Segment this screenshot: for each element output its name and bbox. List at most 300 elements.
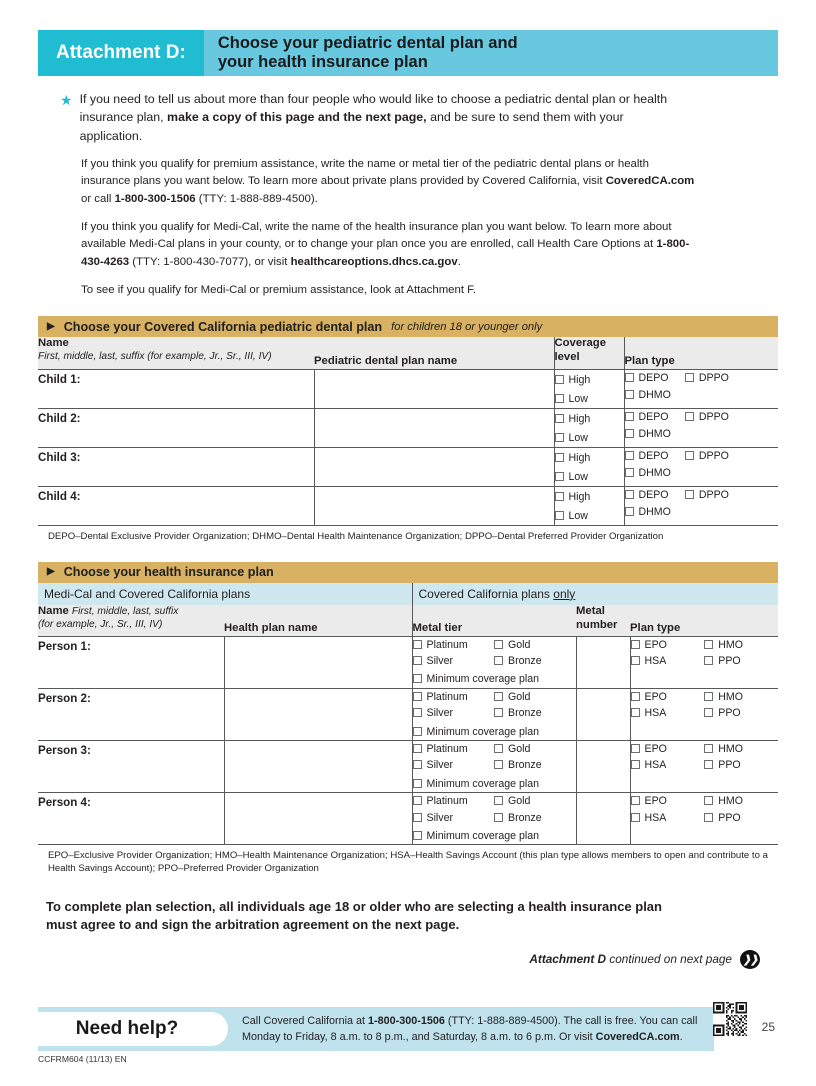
checkbox-box[interactable] (631, 692, 640, 701)
checkbox-box[interactable] (555, 511, 564, 520)
checkbox-ppo[interactable] (704, 705, 778, 721)
dental-row-2-name (38, 409, 314, 448)
checkbox-low[interactable] (555, 508, 588, 524)
checkbox-box[interactable] (685, 490, 694, 499)
checkbox-box[interactable] (704, 692, 713, 701)
closing-statement (38, 898, 778, 934)
health-col-metal-number-l2: number (576, 618, 618, 631)
triangle-right-icon: ▶ (47, 566, 55, 578)
health-col-plan-name: Health plan name (224, 605, 412, 636)
checkbox-dppo[interactable] (685, 487, 729, 503)
dental-row-3-plan-input[interactable] (314, 448, 554, 487)
checkbox-label: Low (568, 392, 588, 405)
checkbox-box[interactable] (494, 692, 503, 701)
page-footer (38, 1007, 778, 1064)
checkbox-label: High (568, 491, 591, 504)
help-a: Call Covered California at (242, 1014, 369, 1027)
checkbox-label: DPPO (698, 450, 729, 463)
checkbox-low[interactable] (555, 391, 588, 407)
checkbox-label: PPO (718, 655, 741, 667)
checkbox-high[interactable] (555, 372, 591, 388)
checkbox-silver[interactable] (413, 757, 495, 773)
qr-code-icon (713, 1002, 747, 1036)
closing-line2: must agree to and sign the arbitration agreement on the next page. (46, 916, 460, 932)
checkbox-box[interactable] (555, 433, 564, 442)
attachment-title-bar (38, 30, 778, 76)
checkbox-hsa[interactable] (631, 705, 705, 721)
attachment-label: Attachment D: (38, 30, 204, 76)
dental-row-3-coverage (554, 448, 624, 487)
checkbox-epo[interactable] (631, 637, 705, 653)
dental-row-3-label: Child 3: (38, 451, 81, 465)
checkbox-box[interactable] (625, 468, 634, 477)
checkbox-label: High (568, 374, 591, 387)
dental-table-header (38, 337, 778, 369)
checkbox-label: DPPO (698, 411, 729, 424)
healthcareoptions-link[interactable]: healthcareoptions.dhcs.ca.gov (290, 255, 458, 268)
p2-c: (TTY: 1-800-430-7077), or visit (129, 255, 291, 268)
p2-phone: 1-800-430-4263 (81, 238, 690, 268)
checkbox-label: Minimum coverage plan (426, 673, 539, 686)
checkbox-silver[interactable] (413, 810, 495, 826)
checkbox-label: Gold (508, 795, 531, 808)
checkbox-box[interactable] (413, 674, 422, 683)
health-col-name (38, 605, 224, 636)
health-col-metal-tier: Metal tier (412, 605, 576, 636)
dental-row-4-label: Child 4: (38, 490, 81, 504)
need-help-bar (38, 1007, 714, 1051)
dental-section-bar (38, 316, 778, 337)
checkbox-label: Bronze (508, 707, 542, 720)
checkbox-box[interactable] (494, 708, 503, 717)
health-row-2-plan-type (630, 688, 778, 740)
checkbox-platinum[interactable] (413, 637, 495, 653)
checkbox-dppo[interactable] (685, 448, 729, 464)
health-band-row (38, 583, 778, 605)
p2-a: If you think you qualify for Medi-Cal, write the name of the health insurance plan you want below. To learn more about available Medi-Cal plans in your county, or to change your plan once you are enrolled, call Health Care Options at (81, 221, 672, 251)
checkbox-label: Gold (508, 638, 531, 651)
checkbox-box[interactable] (625, 412, 634, 421)
checkbox-label: HMO (718, 795, 743, 808)
checkbox-label: DEPO (638, 372, 669, 385)
checkbox-label: DEPO (638, 411, 669, 424)
checkbox-box[interactable] (555, 414, 564, 423)
checkbox-box[interactable] (555, 453, 564, 462)
checkbox-label: PPO (718, 811, 741, 824)
checkbox-box[interactable] (704, 744, 713, 753)
p1-phone: 1-800-300-1506 (114, 192, 196, 205)
dental-col-name-sub: First, middle, last, suffix (for example, Jr., Sr., III, IV) (38, 351, 272, 363)
coveredca-link[interactable]: CoveredCA.com (605, 175, 695, 188)
page (0, 30, 816, 1086)
checkbox-high[interactable] (555, 450, 591, 466)
checkbox-label: Gold (508, 690, 531, 703)
checkbox-box[interactable] (631, 744, 640, 753)
health-row-1-name (38, 636, 224, 688)
checkbox-label: Bronze (508, 811, 542, 824)
checkbox-bronze[interactable] (494, 653, 576, 669)
checkbox-label: Gold (508, 743, 531, 756)
dental-row-4-plan-input[interactable] (314, 487, 554, 526)
checkbox-label: Silver (426, 759, 454, 772)
checkbox-gold[interactable] (494, 793, 576, 809)
dental-row-4-plan-type (624, 487, 778, 526)
health-section-bar (38, 562, 778, 583)
checkbox-box[interactable] (625, 373, 634, 382)
star-callout (60, 90, 778, 145)
checkbox-label: Silver (426, 811, 454, 824)
checkbox-box[interactable] (413, 744, 422, 753)
need-help-label: Need help? (38, 1012, 228, 1046)
health-row-4-name (38, 793, 224, 845)
checkbox-hmo[interactable] (704, 793, 778, 809)
checkbox-label: Low (568, 509, 588, 522)
checkbox-ppo[interactable] (704, 757, 778, 773)
checkbox-label: DPPO (698, 489, 729, 502)
help-e: . (679, 1031, 683, 1043)
checkbox-box[interactable] (494, 813, 503, 822)
dental-row-1-plan-input[interactable] (314, 370, 554, 409)
checkbox-dhmo[interactable] (625, 387, 671, 403)
p1-e: (TTY: 1-888-889-4500). (195, 192, 318, 205)
checkbox-label: Platinum (426, 638, 468, 651)
checkbox-label: Silver (426, 707, 454, 720)
p1-c: or call (81, 192, 115, 205)
checkbox-label: High (568, 452, 591, 465)
star-text-a: If you need to tell us about more than four people who would like to choose a pediatric dental plan or health insurance plan, (79, 92, 668, 125)
continued-notice (38, 950, 778, 969)
checkbox-depo[interactable] (625, 370, 671, 386)
checkbox-label: Silver (426, 655, 454, 667)
attachment-title (204, 30, 778, 76)
checkbox-epo[interactable] (631, 741, 705, 757)
checkbox-bronze[interactable] (494, 757, 576, 773)
health-band-right (412, 583, 778, 605)
health-row-4-metal-tier (412, 793, 576, 845)
health-col-metal-number (576, 605, 630, 636)
checkbox-box[interactable] (494, 760, 503, 769)
attachment-title-line2: your health insurance plan (217, 53, 428, 71)
dental-row-2-plan-type (624, 409, 778, 448)
checkbox-depo[interactable] (625, 487, 671, 503)
health-section-title: Choose your health insurance plan (63, 565, 274, 580)
dental-row-3-plan-type (624, 448, 778, 487)
dental-col-coverage-l1: Coverage (554, 337, 606, 350)
checkbox-gold[interactable] (494, 637, 576, 653)
checkbox-dhmo[interactable] (625, 465, 671, 481)
star-text-c: and be sure to send them with your application. (79, 110, 624, 143)
checkbox-minimum-coverage[interactable] (413, 724, 539, 740)
checkbox-box[interactable] (685, 412, 694, 421)
checkbox-label: Minimum coverage plan (426, 830, 539, 843)
checkbox-minimum-coverage[interactable] (413, 776, 539, 792)
checkbox-bronze[interactable] (494, 705, 576, 721)
dental-row-4-name (38, 487, 314, 526)
checkbox-gold[interactable] (494, 741, 576, 757)
checkbox-gold[interactable] (494, 689, 576, 705)
checkbox-platinum[interactable] (413, 689, 495, 705)
table-row (38, 688, 778, 740)
checkbox-silver[interactable] (413, 653, 495, 669)
checkbox-label: Platinum (426, 743, 468, 756)
checkbox-depo[interactable] (625, 409, 671, 425)
checkbox-box[interactable] (494, 744, 503, 753)
health-row-4-label: Person 4: (38, 796, 91, 810)
table-row (38, 741, 778, 793)
p1-a: If you think you qualify for premium assistance, write the name or metal tier of the pediatric dental plans or health insurance plans you want below. To learn more about private plans provided by Covered California, visit (81, 158, 649, 188)
health-row-1-metal-number[interactable] (576, 636, 630, 688)
checkbox-box[interactable] (631, 760, 640, 769)
checkbox-box[interactable] (631, 813, 640, 822)
checkbox-label: DEPO (638, 450, 669, 463)
checkbox-box[interactable] (704, 796, 713, 805)
table-row (38, 793, 778, 845)
dental-row-2-plan-input[interactable] (314, 409, 554, 448)
dental-row-1-coverage (554, 370, 624, 409)
checkbox-box[interactable] (625, 390, 634, 399)
checkbox-epo[interactable] (631, 689, 705, 705)
health-row-3-plan-input[interactable] (224, 741, 412, 793)
health-band-right-only: only (553, 586, 576, 601)
health-row-4-plan-type (630, 793, 778, 845)
health-row-1-label: Person 1: (38, 639, 91, 653)
checkbox-label: PPO (718, 707, 741, 720)
checkbox-low[interactable] (555, 430, 588, 446)
health-col-name-label: Name (38, 604, 69, 617)
health-row-2-label: Person 2: (38, 691, 91, 705)
checkbox-label: HSA (644, 707, 667, 720)
checkbox-label: HMO (718, 743, 743, 756)
checkbox-dppo[interactable] (685, 370, 729, 386)
health-band-right-a: Covered California plans (418, 586, 554, 601)
dental-col-plan-name: Pediatric dental plan name (314, 337, 554, 369)
health-table-header (38, 605, 778, 636)
star-callout-text (80, 90, 690, 145)
checkbox-label: Low (568, 470, 588, 483)
checkbox-epo[interactable] (631, 793, 705, 809)
checkbox-label: PPO (718, 759, 741, 772)
checkbox-box[interactable] (704, 813, 713, 822)
need-help-text (228, 1013, 712, 1045)
health-row-1-plan-type (630, 636, 778, 688)
checkbox-platinum[interactable] (413, 793, 495, 809)
health-row-2-metal-number[interactable] (576, 688, 630, 740)
checkbox-label: Platinum (426, 690, 468, 703)
checkbox-label: DHMO (638, 388, 671, 401)
star-icon: ★ (60, 92, 73, 108)
continued-rest: continued on next page (606, 952, 732, 967)
health-row-4-metal-number[interactable] (576, 793, 630, 845)
checkbox-label: EPO (644, 743, 667, 756)
triangle-right-icon: ▶ (47, 320, 55, 332)
checkbox-label: HMO (718, 690, 743, 703)
health-row-2-metal-tier (412, 688, 576, 740)
checkbox-dhmo[interactable] (625, 426, 671, 442)
health-row-3-name (38, 741, 224, 793)
checkbox-box[interactable] (494, 796, 503, 805)
dental-col-plan-type: Plan type (624, 337, 778, 369)
checkbox-label: Platinum (426, 795, 468, 808)
help-phone: 1-800-300-1506 (368, 1014, 445, 1027)
checkbox-ppo[interactable] (704, 653, 778, 669)
checkbox-box[interactable] (704, 640, 713, 649)
health-row-3-plan-type (630, 741, 778, 793)
checkbox-label: HSA (644, 655, 667, 667)
checkbox-label: Bronze (508, 655, 542, 667)
checkbox-box[interactable] (704, 708, 713, 717)
checkbox-box[interactable] (494, 656, 503, 665)
checkbox-label: DHMO (638, 466, 671, 479)
checkbox-box[interactable] (625, 490, 634, 499)
checkbox-dppo[interactable] (685, 409, 729, 425)
dental-col-name (38, 337, 314, 369)
health-row-4-plan-input[interactable] (224, 793, 412, 845)
checkbox-box[interactable] (685, 451, 694, 460)
checkbox-hsa[interactable] (631, 653, 705, 669)
health-col-name-it2: (for example, Jr., Sr., III, IV) (38, 618, 163, 630)
checkbox-box[interactable] (555, 492, 564, 501)
dental-section-title: Choose your Covered California pediatric dental plan (63, 319, 383, 334)
checkbox-label: DPPO (698, 372, 729, 385)
checkbox-box[interactable] (704, 760, 713, 769)
checkbox-box[interactable] (631, 708, 640, 717)
health-row-2-name (38, 688, 224, 740)
checkbox-box[interactable] (413, 656, 422, 665)
dental-row-3-name (38, 448, 314, 487)
checkbox-hmo[interactable] (704, 637, 778, 653)
checkbox-label: DHMO (638, 505, 671, 518)
health-col-name-it1: First, middle, last, suffix (71, 605, 179, 617)
checkbox-platinum[interactable] (413, 741, 495, 757)
health-col-metal-number-l1: Metal (576, 604, 605, 617)
dental-row-2-label: Child 2: (38, 412, 81, 426)
checkbox-hmo[interactable] (704, 741, 778, 757)
health-row-2-plan-input[interactable] (224, 688, 412, 740)
checkbox-box[interactable] (413, 640, 422, 649)
dental-section-subtitle: for children 18 or younger only (391, 320, 543, 333)
intro-section (38, 90, 778, 299)
health-row-1-plan-input[interactable] (224, 636, 412, 688)
health-band-left: Medi-Cal and Covered California plans (38, 583, 412, 605)
help-c: (TTY: 1-888-889-4500). The call is free. You can call Monday to Friday, 8 a.m. to 8 p.m., and Saturday, 8 a.m. to 6 p.m. Or visit (242, 1014, 698, 1043)
table-row (38, 636, 778, 688)
checkbox-box[interactable] (555, 394, 564, 403)
dental-row-4-coverage (554, 487, 624, 526)
checkbox-high[interactable] (555, 489, 591, 505)
checkbox-box[interactable] (685, 373, 694, 382)
checkbox-box[interactable] (704, 656, 713, 665)
dental-row-1-label: Child 1: (38, 373, 81, 387)
health-row-1-metal-tier (412, 636, 576, 688)
dental-col-coverage-l2: level (554, 351, 580, 364)
checkbox-box[interactable] (413, 779, 422, 788)
checkbox-label: Low (568, 431, 588, 444)
table-row (38, 370, 778, 409)
checkbox-hsa[interactable] (631, 810, 705, 826)
checkbox-label: HSA (644, 759, 667, 772)
health-footnote: EPO–Exclusive Provider Organization; HMO–Health Maintenance Organization; HSA–Health Savings Account (this plan type allows members to open and contribute to a Health Savings Account); PPO–Preferred Provider Organization (48, 850, 768, 875)
checkbox-silver[interactable] (413, 705, 495, 721)
checkbox-dhmo[interactable] (625, 504, 671, 520)
checkbox-box[interactable] (413, 727, 422, 736)
checkbox-box[interactable] (555, 375, 564, 384)
checkbox-box[interactable] (631, 656, 640, 665)
paragraph-medi-cal (60, 219, 701, 271)
checkbox-box[interactable] (631, 796, 640, 805)
dental-table (38, 337, 778, 526)
checkbox-box[interactable] (413, 831, 422, 840)
table-row (38, 448, 778, 487)
paragraph-attachment-f: To see if you qualify for Medi-Cal or premium assistance, look at Attachment F. (81, 284, 477, 297)
table-row (38, 487, 778, 526)
checkbox-box[interactable] (413, 692, 422, 701)
checkbox-box[interactable] (625, 451, 634, 460)
checkbox-label: HSA (644, 811, 667, 824)
star-text-bold: make a copy of this page and the next page, (167, 110, 427, 125)
checkbox-hsa[interactable] (631, 757, 705, 773)
health-row-3-metal-number[interactable] (576, 741, 630, 793)
checkbox-box[interactable] (413, 813, 422, 822)
checkbox-label: High (568, 413, 591, 426)
continued-bold: Attachment D (529, 952, 607, 967)
checkbox-label: EPO (644, 795, 667, 808)
paragraph-premium-assistance (60, 156, 701, 208)
checkbox-bronze[interactable] (494, 810, 576, 826)
checkbox-label: EPO (644, 638, 667, 651)
health-col-plan-type: Plan type (630, 605, 778, 636)
closing-line1: To complete plan selection, all individuals age 18 or older who are selecting a health insurance plan (46, 898, 662, 914)
attachment-title-line1: Choose your pediatric dental plan and (217, 33, 518, 52)
checkbox-depo[interactable] (625, 448, 671, 464)
health-table (38, 583, 778, 846)
checkbox-label: Bronze (508, 759, 542, 772)
checkbox-label: HMO (718, 638, 743, 651)
dental-footnote: DEPO–Dental Exclusive Provider Organization; DHMO–Dental Health Maintenance Organization; DPPO–Dental Preferred Provider Organization (48, 531, 664, 543)
checkbox-box[interactable] (631, 640, 640, 649)
checkbox-label: Minimum coverage plan (426, 725, 539, 738)
table-row (38, 409, 778, 448)
p2-e: . (457, 255, 461, 268)
checkbox-minimum-coverage[interactable] (413, 671, 539, 687)
page-number: 25 (761, 1020, 775, 1034)
dental-col-name-label: Name (38, 337, 69, 350)
dental-row-1-plan-type (624, 370, 778, 409)
checkbox-box[interactable] (413, 760, 422, 769)
checkbox-low[interactable] (555, 469, 588, 485)
checkbox-label: EPO (644, 690, 667, 703)
checkbox-box[interactable] (494, 640, 503, 649)
checkbox-label: Minimum coverage plan (426, 777, 539, 790)
checkbox-box[interactable] (625, 507, 634, 516)
checkbox-box[interactable] (413, 796, 422, 805)
checkbox-hmo[interactable] (704, 689, 778, 705)
dental-row-1-name (38, 370, 314, 409)
checkbox-high[interactable] (555, 411, 591, 427)
checkbox-box[interactable] (625, 429, 634, 438)
double-chevron-right-icon: ❱❱ (740, 950, 760, 969)
checkbox-ppo[interactable] (704, 810, 778, 826)
checkbox-box[interactable] (555, 472, 564, 481)
dental-col-coverage-level (554, 337, 624, 369)
checkbox-label: DEPO (638, 489, 669, 502)
checkbox-box[interactable] (413, 708, 422, 717)
help-coveredca-link[interactable]: CoveredCA.com (595, 1031, 680, 1043)
health-row-3-metal-tier (412, 741, 576, 793)
checkbox-minimum-coverage[interactable] (413, 828, 539, 844)
health-row-3-label: Person 3: (38, 744, 91, 758)
dental-row-2-coverage (554, 409, 624, 448)
form-code: CCFRM604 (11/13) EN (38, 1054, 127, 1064)
